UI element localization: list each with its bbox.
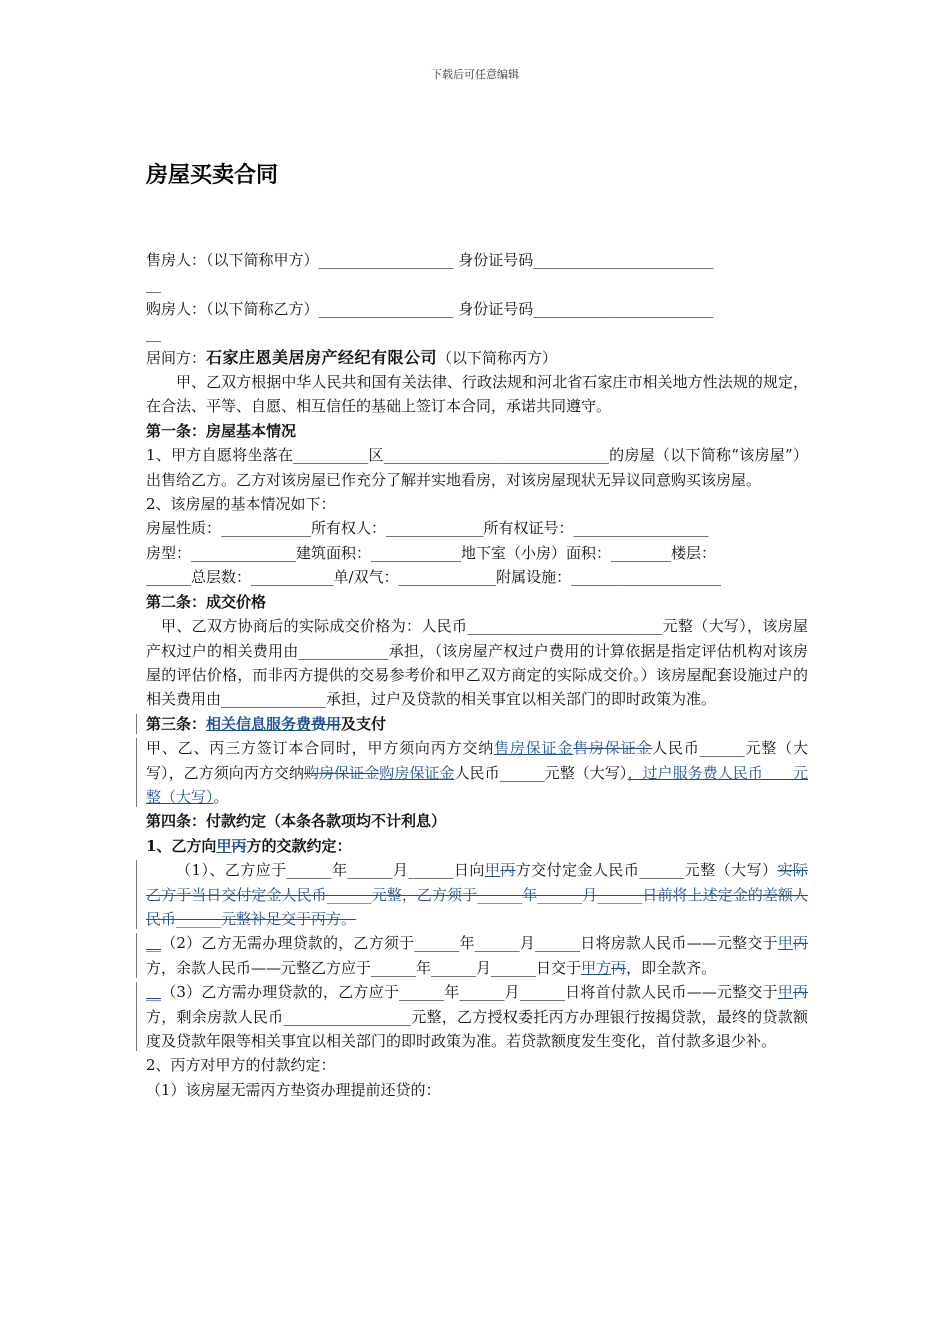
fill-blank: ______________________________ (383, 446, 609, 465)
inserted-text: 相关信息服务费 (206, 714, 312, 733)
article-3-heading (146, 712, 808, 736)
fill-blank: _________________ (283, 1007, 411, 1026)
deleted-text: 丙 (792, 983, 808, 1002)
buyer-line-tail: __ (146, 324, 161, 343)
text-run: 承担，（该房屋产权过户费用的计算依据是指定评估机构对该房屋的评估价格，而非丙方提供的交易参考价和甲乙双方商定的实际成交价。）该房屋配套设施过户的相关费用由 (146, 641, 808, 709)
deleted-text: 费用 (311, 714, 342, 733)
fill-blank: ______ (399, 983, 445, 1002)
seller-id-blank: ________________________ (533, 251, 714, 269)
text-run: 年 (459, 934, 475, 953)
text-run: 第三条： (146, 714, 207, 733)
article-1-clause-1 (146, 443, 808, 492)
seller-line (146, 248, 808, 272)
article-2-text (146, 614, 808, 712)
text-run: ，即全款齐。 (626, 958, 717, 977)
agent-line (146, 346, 808, 370)
field-label: 建筑面积： (296, 543, 372, 562)
text-run: （2）乙方无需办理贷款的，乙方须于 (161, 934, 415, 953)
fill-blank: ______ (499, 763, 545, 782)
fill-blank: ______ (519, 983, 565, 1002)
text-run: 月 (504, 983, 520, 1002)
text-run: 1、乙方向 (146, 836, 217, 855)
text-run: 人民币 (454, 763, 500, 782)
article-4-sub-2: 2、丙方对甲方的付款约定： (146, 1056, 336, 1075)
article-1-clause-2: 2、该房屋的基本情况如下： (146, 495, 336, 514)
inserted-text: ，过户服务费人民币 元整（大写） (146, 763, 808, 806)
article-4-sub-2-clause-1: （1）该房屋无需丙方垫资办理提前还贷的： (146, 1080, 441, 1099)
agent-label: 居间方： (146, 348, 207, 367)
text-run: 年 (331, 861, 348, 880)
text-run: 元整（大写） (684, 861, 778, 880)
text-run: 甲、乙双方协商后的实际成交价格为：人民币 (161, 617, 468, 636)
fill-blank: ______ (347, 861, 393, 880)
seller-line-tail: __ (146, 275, 161, 294)
article-3-text (146, 736, 808, 809)
text-run: 的房屋（以下简称“该房屋”）出售给乙方。乙方对该房屋已作充分了解并实地看房，对该房屋现状无异议同意购买该房屋。 (146, 446, 808, 489)
article-4-heading: 第四条：付款约定（本条各款项均不计利息） (146, 812, 447, 831)
deleted-text: 丙 (611, 958, 627, 977)
fill-blank: _____________ (398, 568, 497, 587)
inserted-text: 甲 (777, 983, 793, 1002)
text-run: 区 (368, 446, 384, 465)
header-note: 下载后可任意编辑 (431, 68, 519, 81)
fill-blank: ___________ (251, 568, 334, 587)
agent-suffix: （以下简称丙方） (437, 348, 558, 367)
fill-blank: ________ (611, 543, 672, 562)
deleted-text: 丙 (231, 836, 247, 855)
text-run: 方的交款约定： (246, 836, 352, 855)
buyer-name-blank: __________________ (318, 299, 454, 318)
fill-blank: ______ (639, 861, 685, 880)
fill-blank: ______ (491, 958, 537, 977)
buyer-id-label: 身份证号码 (458, 299, 534, 318)
property-info-row-2 (146, 541, 808, 565)
article-2-heading: 第二条：成交价格 (146, 592, 267, 611)
article-4-clause-2 (146, 931, 808, 980)
field-label: 房屋性质： (146, 519, 222, 538)
field-label: 单/双气： (333, 568, 399, 587)
text-run: 月 (476, 958, 492, 977)
inserted-text: 甲方 (581, 958, 612, 977)
inserted-text: 购房保证金 (379, 763, 455, 782)
fill-blank: __________ (293, 446, 369, 465)
fill-blank: ______ (459, 983, 505, 1002)
text-run: 日将首付款人民币——元整交于 (564, 983, 778, 1002)
fill-blank: _____________ (386, 519, 484, 538)
text-run: （1）、乙方应于 (176, 861, 287, 880)
fill-blank: ____________________ (571, 568, 722, 587)
fill-blank: ______ (371, 958, 417, 977)
contract-body (146, 248, 808, 1102)
inserted-text: __ (146, 934, 161, 953)
article-4-sub-1 (146, 834, 808, 858)
article-4-clause-3 (146, 980, 808, 1053)
field-label: 所有权人： (311, 519, 387, 538)
deleted-text: 丙 (792, 934, 808, 953)
fill-blank: ______ (431, 958, 477, 977)
text-run: 元整（大写） (544, 763, 628, 782)
field-label: 房型： (146, 543, 192, 562)
buyer-label: 购房人：（以下简称乙方） (146, 299, 319, 318)
text-run: 人民币 (652, 739, 700, 758)
text-run: 日向 (453, 861, 485, 880)
field-label: 楼层： (671, 543, 717, 562)
text-run: 方，余款人民币——元整乙方应于 (146, 958, 372, 977)
text-run: 元整（大写），该房屋产权过户的相关费用由 (146, 617, 808, 660)
text-run: 月 (392, 861, 409, 880)
text-run: 方交付定金人民币 (515, 861, 640, 880)
fill-blank: ______ (535, 934, 581, 953)
deleted-text: 丙 (500, 861, 516, 880)
text-run: 元整（大写），乙方须向丙方交纳 (146, 739, 808, 782)
fill-blank: ______ (474, 934, 520, 953)
text-run: （3）乙方需办理贷款的，乙方应于 (161, 983, 400, 1002)
inserted-text: 甲 (484, 861, 501, 880)
buyer-line (146, 297, 808, 321)
text-run: 日将房款人民币——元整交于 (580, 934, 778, 953)
fill-blank: ______ (699, 739, 745, 758)
text-run: 元整，乙方授权委托丙方办理银行按揭贷款，最终的贷款额度及贷款年限等相关事宜以相关部门的即时政策为准。若贷款额度发生变化，首付款多退少补。 (146, 1007, 808, 1050)
buyer-id-blank: ________________________ (533, 299, 714, 318)
fill-blank: ______________ (221, 690, 327, 709)
seller-id-label: 身份证号码 (458, 251, 534, 269)
fill-blank: ______ (414, 934, 460, 953)
fill-blank: ____________ (298, 641, 389, 660)
deleted-text: 售房保证金 (573, 739, 653, 758)
deleted-text: 实际乙方于当日交付定金人民币______元整，乙方须于______年______月______日前将上述定金的差额人民币______元整补足交于丙方。 (146, 861, 808, 928)
inserted-text: __ (146, 983, 161, 1002)
inserted-text: 甲 (777, 934, 793, 953)
agent-company-name: 石家庄恩美居房产经纪有限公司 (206, 347, 438, 367)
article-1-heading: 第一条：房屋基本情况 (146, 421, 297, 440)
text-run: 1、甲方自愿将坐落在 (146, 446, 294, 465)
field-label: 地下室（小房）面积： (461, 543, 612, 562)
preamble: 甲、乙双方根据中华人民共和国有关法律、行政法规和河北省石家庄市相关地方性法规的规定，在合法、平等、自愿、相互信任的基础上签订本合同，承诺共同遵守。 (146, 373, 808, 416)
fill-blank: ____________ (371, 543, 462, 562)
text-run: 。 (213, 787, 229, 806)
text-run: 及支付 (341, 714, 387, 733)
fill-blank: ______ (146, 568, 191, 587)
text-run: 月 (519, 934, 536, 953)
fill-blank: ______________ (191, 543, 297, 562)
page-title: 房屋买卖合同 (146, 162, 279, 188)
property-info-row-3 (146, 565, 808, 589)
text-run: 承担，过户及贷款的相关事宜以相关部门的即时政策为准。 (326, 690, 717, 709)
fill-blank: ____________ (221, 519, 312, 538)
text-run: 日交于 (536, 958, 582, 977)
text-run: 方，剩余房款人民币 (146, 1007, 284, 1026)
text-run: 甲、乙、丙三方签订本合同时，甲方须向丙方交纳 (146, 739, 495, 758)
fill-blank: __________________ (573, 519, 709, 538)
inserted-text: 甲 (216, 836, 232, 855)
inserted-text: 售房保证金 (494, 739, 574, 758)
property-info-row-1 (146, 516, 808, 540)
seller-name-blank: __________________ (318, 251, 454, 269)
deleted-text: 购房保证金 (304, 763, 380, 782)
article-4-clause-1 (146, 858, 808, 931)
field-label: 附属设施： (496, 568, 572, 587)
fill-blank: ______ (286, 861, 332, 880)
text-run: 年 (444, 983, 460, 1002)
seller-label: 售房人：（以下简称甲方） (146, 251, 319, 269)
field-label: 总层数： (191, 568, 252, 587)
field-label: 所有权证号： (483, 519, 574, 538)
fill-blank: ______ (408, 861, 454, 880)
fill-blank: __________________________ (467, 617, 663, 636)
text-run: 年 (416, 958, 432, 977)
